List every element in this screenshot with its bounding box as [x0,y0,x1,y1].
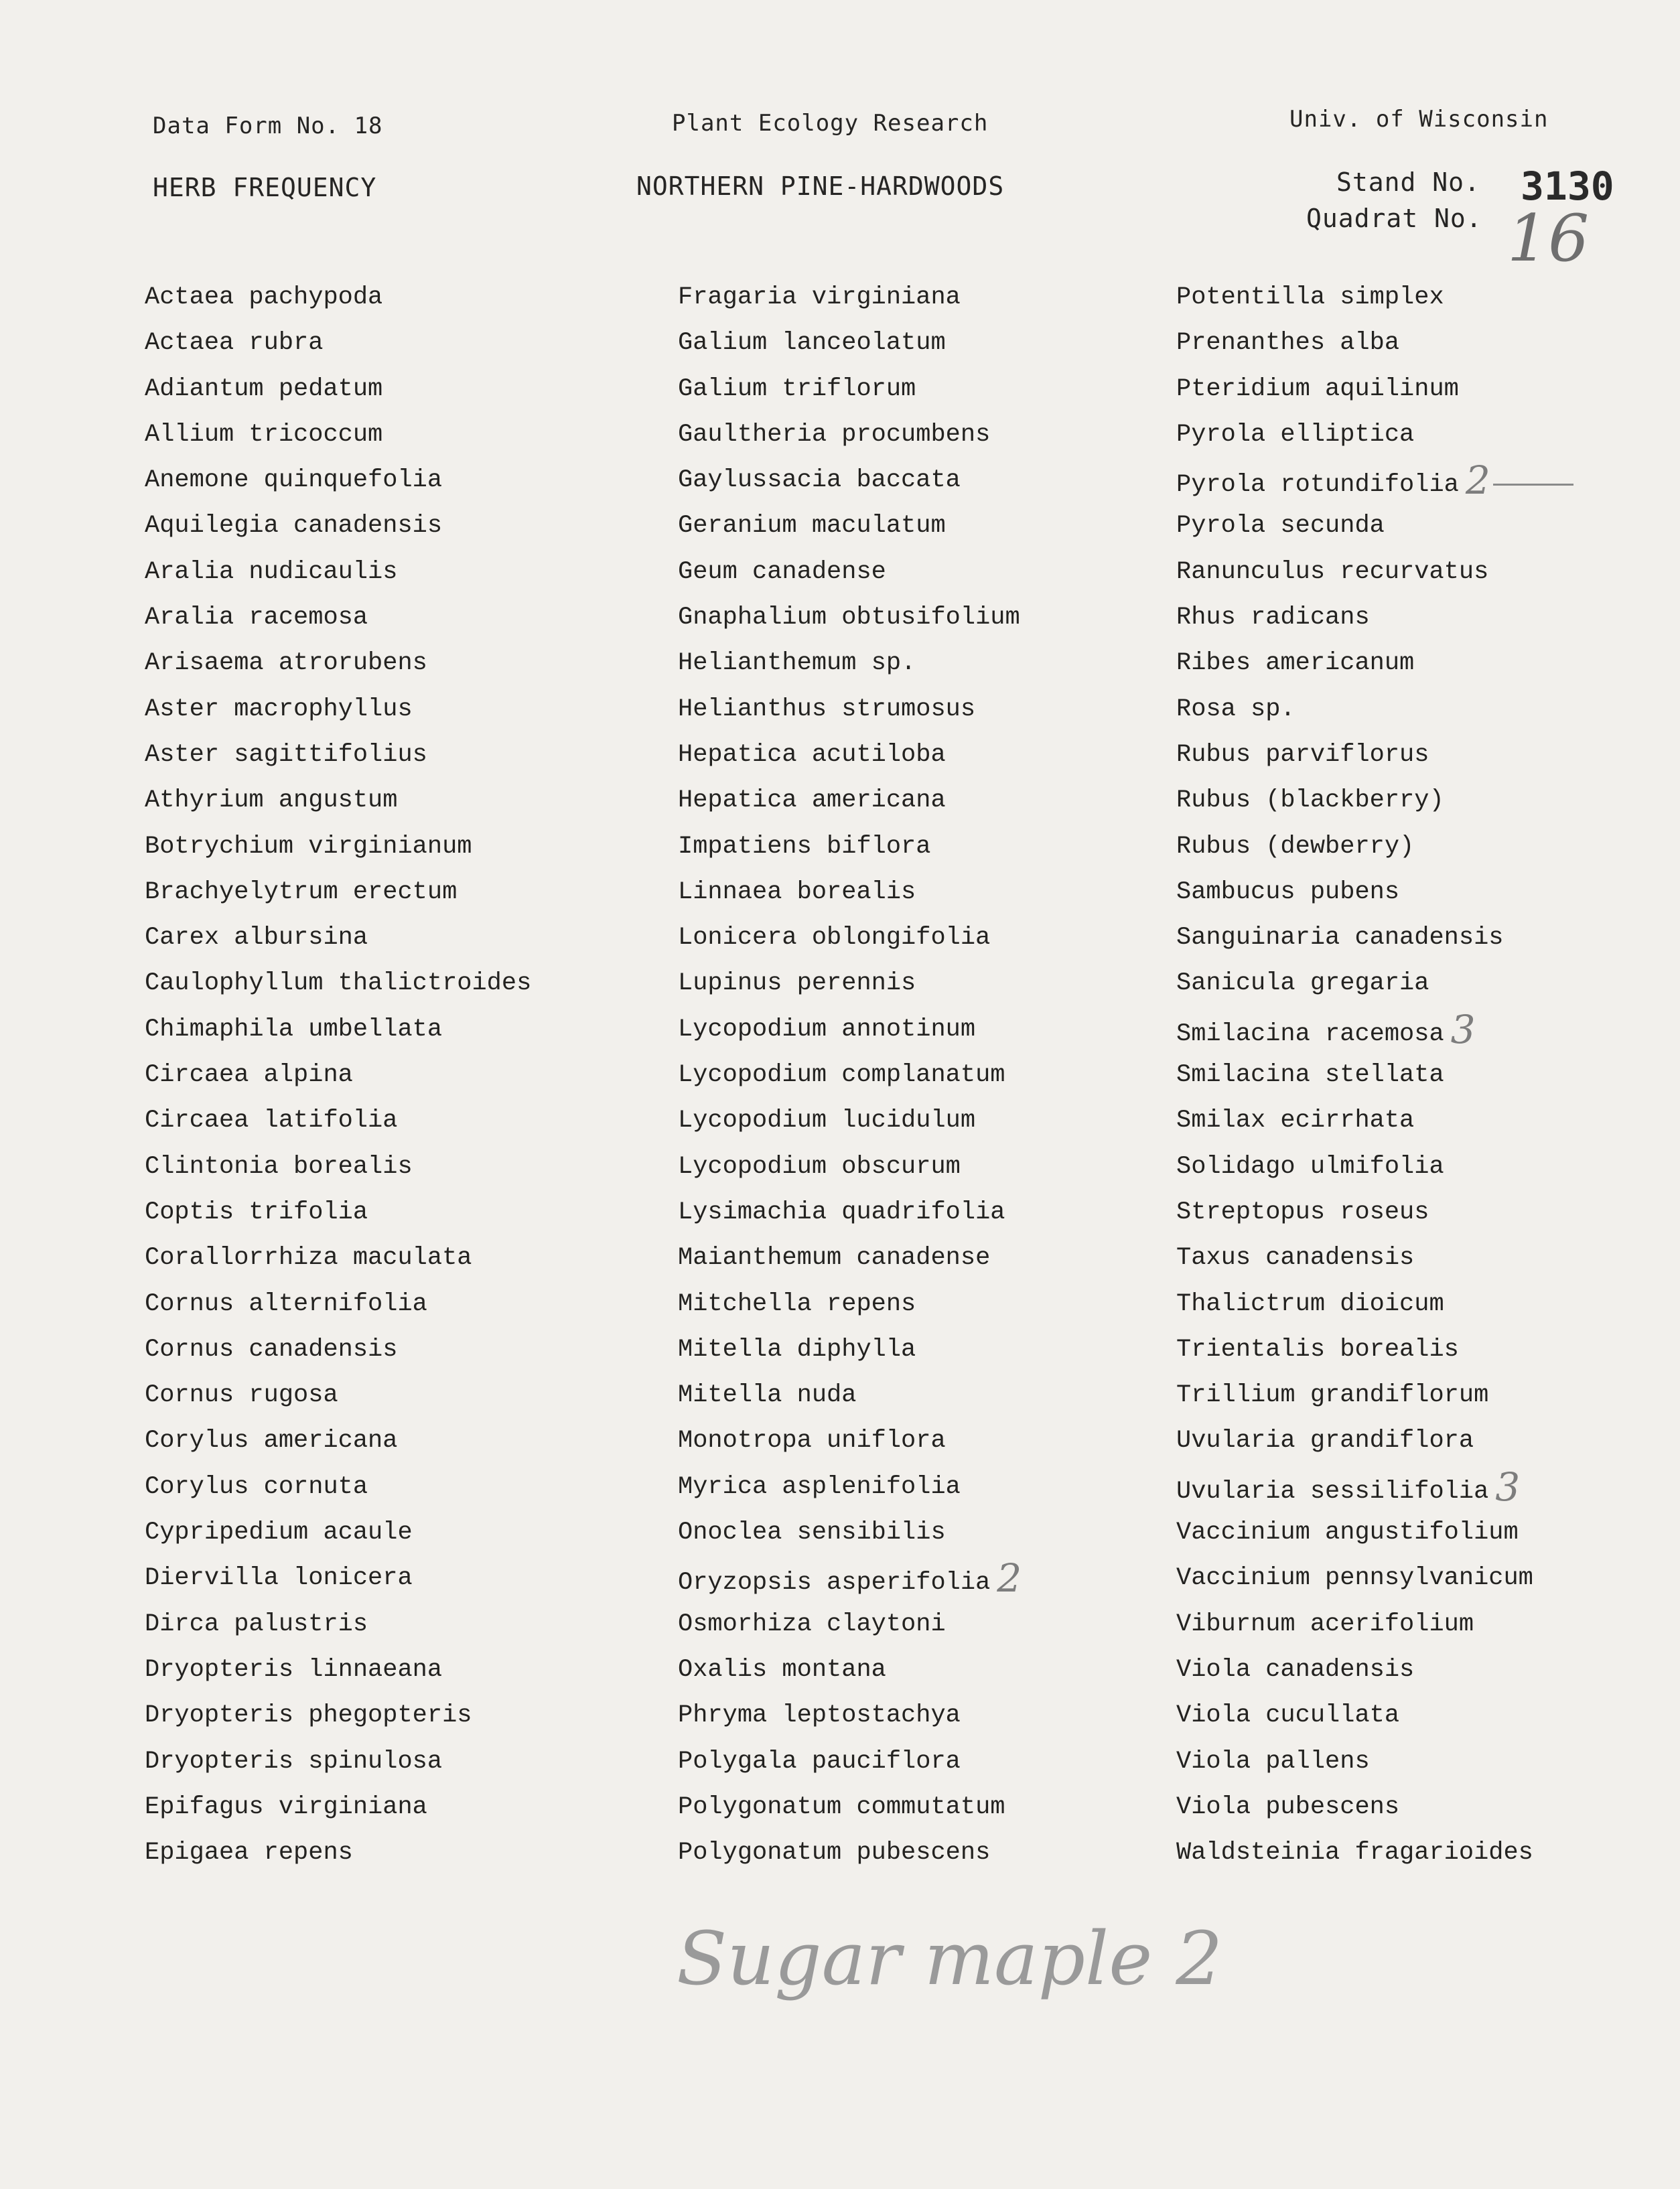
species-row [1176,1052,1672,1098]
species-name: Linnaea borealis [678,877,916,906]
species-row [145,1327,640,1372]
species-name: Arisaema atrorubens [145,649,427,678]
species-row [678,1052,1174,1098]
species-row [678,1007,1174,1052]
species-row [145,1555,640,1601]
species-row [1176,778,1672,823]
species-name: Rubus (dewberry) [1176,832,1415,861]
species-row [678,412,1174,457]
species-name: Uvularia sessilifolia [1176,1477,1489,1506]
species-name: Potentilla simplex [1176,283,1444,311]
frequency-mark: 2 [1465,457,1490,504]
species-row [678,1784,1174,1830]
species-row [145,549,640,595]
species-name: Mitella nuda [678,1381,857,1410]
species-name: Actaea rubra [145,329,324,358]
species-name: Hepatica americana [678,786,946,815]
species-name: Clintonia borealis [145,1152,413,1181]
species-row [145,824,640,869]
species-row [145,1510,640,1555]
species-name: Sanguinaria canadensis [1176,924,1504,952]
species-row [145,1098,640,1143]
species-name: Geum canadense [678,557,886,586]
species-row [145,869,640,915]
species-name: Lycopodium complanatum [678,1061,1005,1090]
species-name: Lycopodium obscurum [678,1152,961,1181]
species-name: Polygonatum pubescens [678,1839,991,1867]
species-name: Circaea alpina [145,1061,353,1090]
species-name: Vaccinium angustifolium [1176,1519,1519,1547]
organization-name: Plant Ecology Research [672,110,989,137]
species-name: Rubus (blackberry) [1176,786,1444,815]
species-name: Uvularia grandiflora [1176,1427,1474,1456]
species-row [145,1693,640,1738]
species-row [145,961,640,1006]
species-row [145,1144,640,1190]
species-name: Aquilegia canadensis [145,512,443,541]
species-row [145,275,640,320]
species-name: Aster sagittifolius [145,740,427,769]
species-row [1176,640,1672,686]
species-name: Pteridium aquilinum [1176,374,1459,403]
species-row [145,457,640,503]
species-row [678,1693,1174,1738]
quadrat-label: Quadrat No. [1306,204,1482,233]
species-name: Waldsteinia fragarioides [1176,1839,1533,1867]
species-name: Hepatica acutiloba [678,740,946,769]
species-row [145,1281,640,1327]
species-row [678,1372,1174,1418]
species-row [678,824,1174,869]
species-row [678,595,1174,640]
species-row [1176,687,1672,732]
handwritten-note: Sugar maple 2 [677,1916,1223,2001]
species-row [678,1602,1174,1647]
community-title: NORTHERN PINE-HARDWOODS [636,171,1005,201]
species-name: Cypripedium acaule [145,1519,413,1547]
quadrat-value: 16 [1507,201,1590,276]
species-name: Epigaea repens [145,1839,353,1867]
species-name: Helianthus strumosus [678,695,976,723]
species-name: Gaultheria procumbens [678,420,991,449]
species-name: Viola pallens [1176,1747,1370,1776]
species-row [145,640,640,686]
species-row [1176,1555,1672,1601]
species-name: Polygonatum commutatum [678,1792,1005,1821]
species-row [678,640,1174,686]
species-name: Pyrola elliptica [1176,420,1415,449]
species-row [1176,869,1672,915]
species-row [145,412,640,457]
species-name: Dryopteris linnaeana [145,1655,443,1684]
species-row [145,1784,640,1830]
species-name: Cornus rugosa [145,1381,338,1410]
species-row [1176,1235,1672,1281]
species-row [678,1555,1174,1601]
species-row [145,778,640,823]
species-name: Lupinus perennis [678,969,916,998]
species-row [678,1190,1174,1235]
species-row [678,320,1174,366]
species-row [1176,457,1672,503]
species-name: Sambucus pubens [1176,877,1400,906]
species-row [678,1418,1174,1464]
species-name: Gnaphalium obtusifolium [678,604,1020,632]
species-name: Taxus canadensis [1176,1244,1415,1273]
species-name: Allium tricoccum [145,420,383,449]
species-row [145,1190,640,1235]
species-name: Phryma leptostachya [678,1701,961,1730]
stand-value: 3130 [1521,163,1614,209]
species-row [145,1052,640,1098]
species-name: Coptis trifolia [145,1198,368,1226]
species-name: Lysimachia quadrifolia [678,1198,1005,1226]
species-row [145,1235,640,1281]
species-row [1176,1739,1672,1784]
species-row [1176,1647,1672,1693]
form-title: HERB FREQUENCY [153,173,377,202]
species-name: Corylus cornuta [145,1472,368,1501]
species-name: Trillium grandiflorum [1176,1381,1489,1410]
species-row [1176,549,1672,595]
frequency-mark: 2 [997,1555,1022,1602]
species-name: Galium triflorum [678,374,916,403]
species-name: Viola pubescens [1176,1792,1400,1821]
species-row [145,320,640,366]
species-name: Viola cucullata [1176,1701,1400,1730]
species-name: Oxalis montana [678,1655,886,1684]
species-row [145,732,640,778]
frequency-mark: 3 [1450,1006,1476,1052]
species-row [1176,275,1672,320]
species-row [1176,1464,1672,1510]
species-row [678,1098,1174,1143]
species-row [145,1739,640,1784]
species-row [678,1281,1174,1327]
species-row [678,961,1174,1006]
species-name: Myrica asplenifolia [678,1472,961,1501]
species-name: Corallorrhiza maculata [145,1244,472,1273]
species-name: Monotropa uniflora [678,1427,946,1456]
species-name: Aralia racemosa [145,604,368,632]
species-row [1176,1784,1672,1830]
species-row [145,1372,640,1418]
species-column-1 [145,275,640,1876]
species-name: Viola canadensis [1176,1655,1415,1684]
species-name: Trientalis borealis [1176,1335,1459,1364]
species-name: Ribes americanum [1176,649,1415,678]
species-name: Thalictrum dioicum [1176,1289,1444,1318]
species-name: Lycopodium lucidulum [678,1107,976,1135]
species-name: Cornus canadensis [145,1335,398,1364]
species-row [678,1510,1174,1555]
species-row [678,1464,1174,1510]
species-row [678,732,1174,778]
species-name: Pyrola rotundifolia [1176,471,1459,500]
species-name: Cornus alternifolia [145,1289,427,1318]
species-name: Oryzopsis asperifolia [678,1569,991,1598]
species-row [145,1602,640,1647]
species-name: Adiantum pedatum [145,374,383,403]
stand-label: Stand No. [1336,167,1480,197]
species-name: Galium lanceolatum [678,329,946,358]
species-name: Osmorhiza claytoni [678,1610,946,1638]
species-row [145,1007,640,1052]
species-row [1176,366,1672,412]
species-name: Smilacina stellata [1176,1061,1444,1090]
species-name: Gaylussacia baccata [678,466,961,495]
species-name: Rosa sp. [1176,695,1296,723]
species-row [1176,1281,1672,1327]
species-name: Brachyelytrum erectum [145,877,458,906]
species-row [1176,1602,1672,1647]
species-row [678,503,1174,549]
species-name: Mitchella repens [678,1289,916,1318]
species-name: Maianthemum canadense [678,1244,991,1273]
species-row [145,366,640,412]
species-row [678,1235,1174,1281]
species-name: Smilax ecirrhata [1176,1107,1415,1135]
species-row [145,1647,640,1693]
species-row [1176,1144,1672,1190]
species-name: Vaccinium pennsylvanicum [1176,1564,1533,1593]
species-row [1176,1372,1672,1418]
species-name: Smilacina racemosa [1176,1019,1444,1048]
species-row [1176,412,1672,457]
species-name: Botrychium virginianum [145,832,472,861]
species-row [1176,732,1672,778]
species-name: Viburnum acerifolium [1176,1610,1474,1638]
species-row [678,366,1174,412]
species-name: Aralia nudicaulis [145,557,398,586]
species-row [678,915,1174,961]
species-column-2 [678,275,1174,1876]
species-row [1176,1190,1672,1235]
species-column-3 [1176,275,1672,1876]
species-name: Carex albursina [145,924,368,952]
species-row [1176,1007,1672,1052]
species-name: Corylus americana [145,1427,398,1456]
frequency-mark: 3 [1495,1464,1521,1510]
species-name: Circaea latifolia [145,1107,398,1135]
species-row [678,1647,1174,1693]
species-name: Dryopteris spinulosa [145,1747,443,1776]
species-name: Geranium maculatum [678,512,946,541]
species-name: Polygala pauciflora [678,1747,961,1776]
species-row [1176,1418,1672,1464]
species-row [678,687,1174,732]
species-row [1176,1510,1672,1555]
species-name: Dryopteris phegopteris [145,1701,472,1730]
species-name: Impatiens biflora [678,832,931,861]
species-name: Rubus parviflorus [1176,740,1429,769]
species-row [145,1830,640,1876]
species-row [1176,961,1672,1006]
species-name: Ranunculus recurvatus [1176,557,1489,586]
species-name: Helianthemum sp. [678,649,916,678]
handwritten-stroke [1493,484,1573,486]
species-row [1176,320,1672,366]
species-name: Aster macrophyllus [145,695,413,723]
species-row [678,869,1174,915]
species-name: Onoclea sensibilis [678,1519,946,1547]
species-name: Athyrium angustum [145,786,398,815]
species-row [145,687,640,732]
species-name: Prenanthes alba [1176,329,1400,358]
species-row [1176,824,1672,869]
species-name: Lycopodium annotinum [678,1015,976,1044]
species-name: Dirca palustris [145,1610,368,1638]
species-row [1176,503,1672,549]
species-row [145,915,640,961]
species-row [1176,1693,1672,1738]
institution-name: Univ. of Wisconsin [1289,106,1549,133]
species-name: Mitella diphylla [678,1335,916,1364]
species-name: Caulophyllum thalictroides [145,969,532,998]
species-name: Chimaphila umbellata [145,1015,443,1044]
species-row [678,549,1174,595]
species-name: Solidago ulmifolia [1176,1152,1444,1181]
species-row [1176,915,1672,961]
species-row [145,1418,640,1464]
species-row [1176,595,1672,640]
species-name: Rhus radicans [1176,604,1370,632]
species-row [678,457,1174,503]
species-name: Sanicula gregaria [1176,969,1429,998]
species-name: Streptopus roseus [1176,1198,1429,1226]
species-row [145,503,640,549]
species-row [678,1144,1174,1190]
species-row [678,1830,1174,1876]
species-name: Epifagus virginiana [145,1792,427,1821]
species-name: Diervilla lonicera [145,1564,413,1593]
form-number: Data Form No. 18 [153,113,383,139]
species-row [678,1327,1174,1372]
species-row [145,1464,640,1510]
species-name: Pyrola secunda [1176,512,1385,541]
species-name: Lonicera oblongifolia [678,924,991,952]
species-row [145,595,640,640]
species-name: Fragaria virginiana [678,283,961,311]
species-row [678,1739,1174,1784]
species-name: Anemone quinquefolia [145,466,443,495]
species-row [678,778,1174,823]
species-row [678,275,1174,320]
species-name: Actaea pachypoda [145,283,383,311]
species-row [1176,1830,1672,1876]
species-row [1176,1327,1672,1372]
species-row [1176,1098,1672,1143]
